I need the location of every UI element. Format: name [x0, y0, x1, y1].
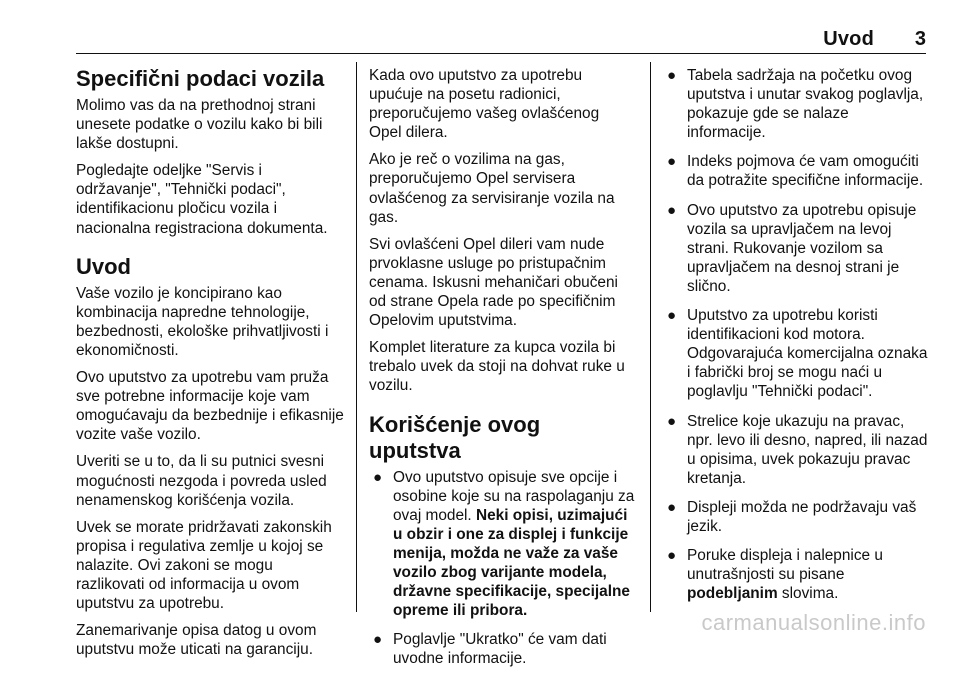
- paragraph: Zanemarivanje opisa datog u ovom uputstvu može uticati na garanciju.: [76, 622, 317, 659]
- paragraph: Kada ovo uputstvo za upotrebu upućuje na posetu radionici, preporučujemo vašeg ovlašćenog Opel dilera.: [369, 67, 600, 142]
- page-number: 3: [914, 28, 926, 50]
- bullet-icon: ●: [667, 547, 677, 565]
- list-item-text: Poruke displeja i nalepnice u unutrašnjosti su pisane: [687, 547, 883, 584]
- page-header: [76, 26, 926, 52]
- list-item-bold-text: Neki opisi, uzimajući u obzir i one za displej i funkcije menija, možda ne važe za vaše vozilo zbog varijante modela, državne specifikacije, specijalne opreme ili pribora.: [393, 506, 630, 620]
- bullet-icon: ●: [667, 498, 677, 516]
- bullet-icon: ●: [667, 67, 677, 84]
- paragraph: Uveriti se u to, da li su putnici svesni mogućnosti nezgoda i povreda usled nenamenskog korišćenja vozila.: [76, 453, 327, 509]
- paragraph: Ovo uputstvo za upotrebu vam pruža sve potrebne informacije koje vam omogućavaju da bezbednije i efikasnije vozite vaše vozilo.: [76, 369, 344, 444]
- section-heading-intro: Uvod: [76, 253, 131, 279]
- section-heading-vehicle-data: Specifični podaci vozila: [76, 66, 325, 91]
- paragraph: Komplet literature za kupca vozila bi trebalo uvek da stoji na dohvat ruke u vozilu.: [369, 339, 625, 395]
- paragraph: Uvek se morate pridržavati zakonskih propisa i regulativa zemlje u kojoj se nalazite. Ovi zakoni se mogu razlikovati od informacija u ovom uputstvu za upotrebu.: [76, 518, 332, 613]
- column-3: [663, 66, 928, 613]
- list-item: [663, 201, 928, 296]
- bullet-icon: ●: [667, 307, 677, 325]
- list-item: [369, 630, 635, 668]
- paragraph: Ako je reč o vozilima na gas, preporučujemo Opel servisera ovlašćenog za servisiranje vozila na gas.: [369, 151, 615, 226]
- list-item-text: Ovo uputstvo za upotrebu opisuje vozila sa upravljačem na levoj strani. Rukovanje vozilom sa upravljačem na desnoj strani je slično.: [687, 201, 917, 295]
- list-item-text: slovima.: [781, 585, 839, 603]
- bullet-icon: ●: [667, 153, 677, 171]
- list-item-text: Strelice koje ukazuju na pravac, npr. levo ili desno, napred, ili nazad u opisima, uvek pokazuju pravac kretanja.: [687, 412, 928, 487]
- list-item: [663, 498, 928, 536]
- list-item-text: Poglavlje "Ukratko" će vam dati uvodne informacije.: [393, 631, 607, 668]
- column-divider-1: [356, 62, 357, 612]
- list-item: [663, 412, 928, 488]
- bullet-list: [369, 468, 635, 669]
- header-rule: [76, 53, 926, 54]
- list-item-text: Uputstvo za upotrebu koristi identifikacioni kod motora. Odgovarajuća komercijalna oznaka i fabrički broj se mogu naći u poglavlju "Tehnički podaci".: [687, 307, 928, 401]
- bullet-icon: ●: [373, 631, 383, 649]
- list-item-text: Indeks pojmova će vam omogućiti da potražite specifične informacije.: [687, 153, 924, 190]
- paragraph: Molimo vas da na prethodnoj strani unesete podatke o vozilu kako bi bili lakše dostupni.: [76, 97, 323, 153]
- watermark: carmanualsonline.info: [701, 610, 926, 635]
- column-1: [76, 66, 344, 667]
- bullet-icon: ●: [667, 201, 677, 219]
- list-item: [663, 152, 928, 190]
- paragraph: Pogledajte odeljke "Servis i održavanje", "Tehnički podaci", identifikacionu pločicu vozila i nacionalna registraciona dokumenta.: [76, 162, 328, 237]
- list-item-text: Tabela sadržaja na početku ovog uputstva i unutar svakog poglavlja, pokazuje gde se nalaze informacije.: [687, 67, 924, 142]
- section-heading-using-manual: Korišćenje ovog uputstva: [369, 411, 541, 463]
- bullet-icon: ●: [373, 468, 383, 486]
- list-item: [369, 468, 635, 621]
- list-item: [663, 546, 928, 603]
- bullet-icon: ●: [667, 412, 677, 430]
- list-item-bold-text: podebljanim: [687, 585, 778, 603]
- list-item-text: Displeji možda ne podržavaju vaš jezik.: [687, 498, 917, 535]
- bullet-list: [663, 66, 928, 603]
- paragraph: Svi ovlašćeni Opel dileri vam nude prvoklasne usluge po pristupačnim cenama. Iskusni mehaničari obučeni od strane Opela rade po specifičnim Opelovim uputstvima.: [369, 235, 618, 330]
- chapter-title: Uvod: [823, 28, 874, 50]
- column-2: [369, 66, 635, 678]
- paragraph: Vaše vozilo je koncipirano kao kombinacija napredne tehnologije, bezbednosti, ekološke prihvatljivosti i ekonomičnosti.: [76, 284, 329, 359]
- column-divider-2: [650, 62, 651, 612]
- list-item: [663, 66, 928, 142]
- list-item: [663, 306, 928, 401]
- list-item-text: Ovo uputstvo opisuje sve opcije i osobine koje su na raspolaganju za ovaj model.: [393, 468, 635, 524]
